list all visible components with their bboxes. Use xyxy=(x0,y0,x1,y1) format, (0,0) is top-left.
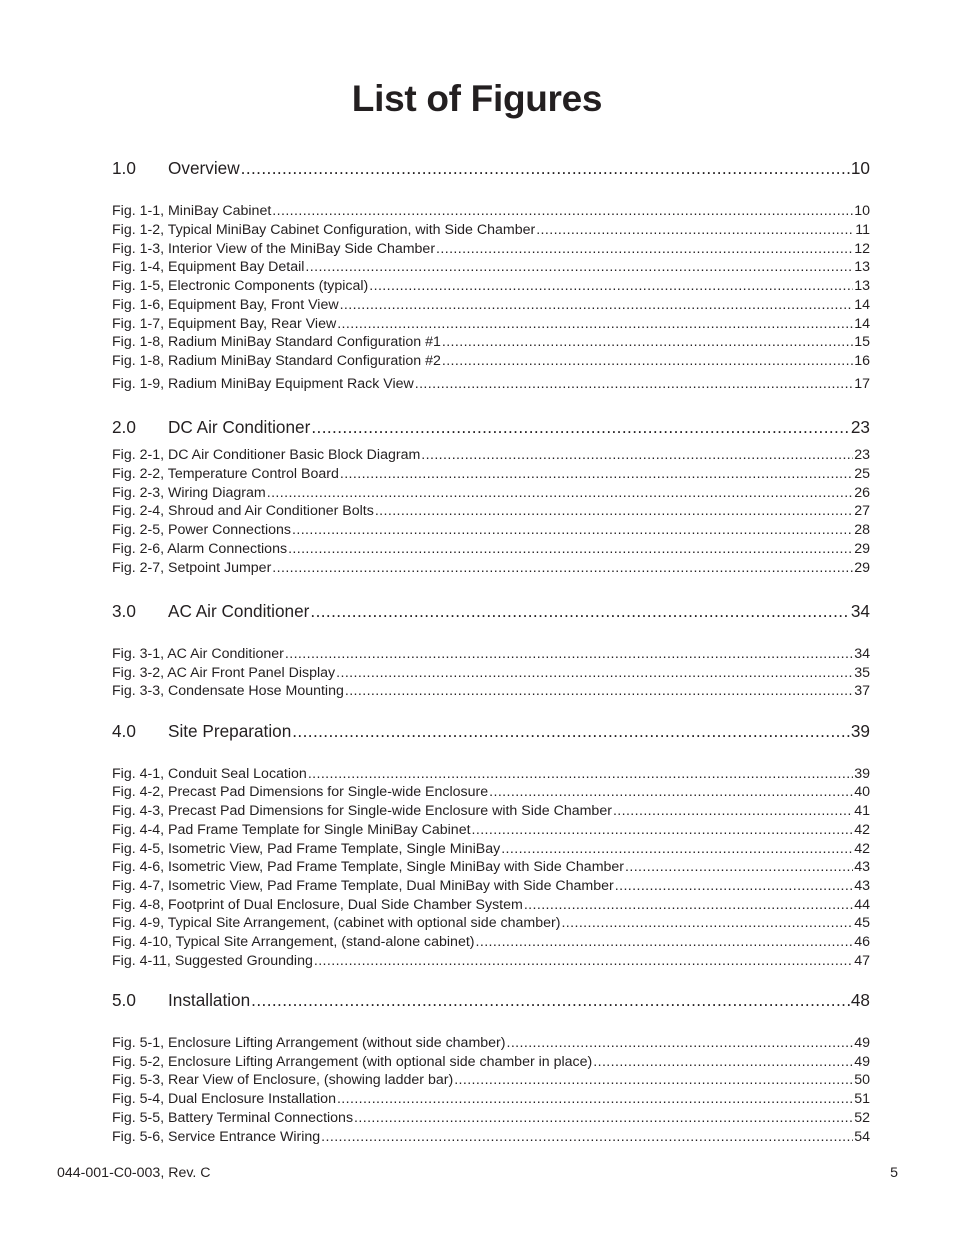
dot-leader xyxy=(472,821,854,839)
figure-entry[interactable] xyxy=(112,1090,870,1108)
figure-page-number: 42 xyxy=(854,841,870,857)
figure-label: Fig. 1-1, MiniBay Cabinet xyxy=(112,203,272,219)
figure-entry[interactable] xyxy=(112,240,870,258)
figure-label: Fig. 1-3, Interior View of the MiniBay Side Chamber xyxy=(112,241,436,257)
dot-leader xyxy=(308,765,853,783)
dot-leader xyxy=(375,502,853,520)
section-number: 1.0 xyxy=(112,158,136,178)
figure-label: Fig. 1-4, Equipment Bay Detail xyxy=(112,259,305,275)
figure-page-number: 16 xyxy=(854,353,870,369)
figure-entry[interactable] xyxy=(112,896,870,914)
dot-leader xyxy=(415,375,853,393)
section-title: DC Air Conditioner xyxy=(168,417,311,437)
section-heading xyxy=(112,989,250,1011)
section-heading xyxy=(112,720,291,742)
figure-page-number: 49 xyxy=(854,1035,870,1051)
dot-leader xyxy=(561,914,853,932)
page-title: List of Figures xyxy=(351,78,603,119)
figure-page-number: 34 xyxy=(854,646,870,662)
figure-page-number: 25 xyxy=(854,466,870,482)
dot-leader xyxy=(272,202,853,220)
figure-page-number: 47 xyxy=(854,953,870,969)
figure-label: Fig. 1-8, Radium MiniBay Standard Configuration #1 xyxy=(112,334,441,350)
figure-label: Fig. 4-4, Pad Frame Template for Single MiniBay Cabinet xyxy=(112,822,471,838)
figure-entry[interactable] xyxy=(112,952,870,970)
section-number: 3.0 xyxy=(112,601,136,621)
section-entry[interactable] xyxy=(112,989,870,1011)
figure-label: Fig. 2-2, Temperature Control Board xyxy=(112,466,339,482)
section-number: 4.0 xyxy=(112,721,136,741)
dot-leader xyxy=(354,1109,853,1127)
figure-entry[interactable] xyxy=(112,333,870,351)
page-number: 5 xyxy=(890,1165,898,1181)
figure-label: Fig. 4-3, Precast Pad Dimensions for Single-wide Enclosure with Side Chamber xyxy=(112,803,612,819)
section-page-number: 34 xyxy=(850,601,870,621)
figure-entry[interactable] xyxy=(112,1071,870,1089)
dot-leader xyxy=(251,989,850,1011)
dot-leader xyxy=(337,315,853,333)
figure-label: Fig. 2-6, Alarm Connections xyxy=(112,541,288,557)
figure-entry[interactable] xyxy=(112,352,870,370)
figure-entry[interactable] xyxy=(112,821,870,839)
section-page-number: 10 xyxy=(850,158,870,178)
figure-label: Fig. 1-8, Radium MiniBay Standard Configuration #2 xyxy=(112,353,441,369)
figure-label: Fig. 2-4, Shroud and Air Conditioner Bolts xyxy=(112,503,374,519)
figure-entry[interactable] xyxy=(112,877,870,895)
section-entry[interactable] xyxy=(112,157,870,179)
figure-label: Fig. 4-6, Isometric View, Pad Frame Template, Single MiniBay with Side Chamber xyxy=(112,859,625,875)
figure-entry[interactable] xyxy=(112,258,870,276)
figure-page-number: 54 xyxy=(854,1129,870,1145)
figure-label: Fig. 4-8, Footprint of Dual Enclosure, Dual Side Chamber System xyxy=(112,897,523,913)
dot-leader xyxy=(421,446,853,464)
figure-page-number: 14 xyxy=(854,297,870,313)
figure-label: Fig. 1-6, Equipment Bay, Front View xyxy=(112,297,339,313)
dot-leader xyxy=(340,465,853,483)
figure-entry[interactable] xyxy=(112,1053,870,1071)
figure-entry[interactable] xyxy=(112,277,870,295)
section-number: 2.0 xyxy=(112,417,136,437)
figure-label: Fig. 4-11, Suggested Grounding xyxy=(112,953,313,969)
dot-leader xyxy=(524,896,853,914)
dot-leader xyxy=(345,682,853,700)
figure-label: Fig. 2-7, Setpoint Jumper xyxy=(112,560,272,576)
figure-label: Fig. 1-9, Radium MiniBay Equipment Rack View xyxy=(112,376,414,392)
figure-label: Fig. 1-5, Electronic Components (typical) xyxy=(112,278,369,294)
figure-entry[interactable] xyxy=(112,484,870,502)
dot-leader xyxy=(311,416,850,438)
figure-label: Fig. 4-7, Isometric View, Pad Frame Template, Dual MiniBay with Side Chamber xyxy=(112,878,614,894)
figure-page-number: 17 xyxy=(854,376,870,392)
section-page-number: 39 xyxy=(850,721,870,741)
figure-entry[interactable] xyxy=(112,645,870,663)
figure-page-number: 10 xyxy=(854,203,870,219)
dot-leader xyxy=(321,1128,853,1146)
section-heading xyxy=(112,600,309,622)
figure-page-number: 40 xyxy=(854,784,870,800)
figure-page-number: 29 xyxy=(854,560,870,576)
figure-page-number: 42 xyxy=(854,822,870,838)
dot-leader xyxy=(272,559,853,577)
dot-leader xyxy=(507,1034,854,1052)
figure-label: Fig. 5-2, Enclosure Lifting Arrangement (with optional side chamber in place) xyxy=(112,1054,593,1070)
dot-leader xyxy=(442,333,853,351)
figure-entry[interactable] xyxy=(112,559,870,577)
dot-leader xyxy=(288,540,853,558)
dot-leader xyxy=(436,240,853,258)
section-heading xyxy=(112,416,310,438)
dot-leader xyxy=(489,783,853,801)
figure-page-number: 49 xyxy=(854,1054,870,1070)
figure-page-number: 13 xyxy=(854,259,870,275)
section-title: Overview xyxy=(168,158,240,178)
dot-leader xyxy=(337,1090,853,1108)
dot-leader xyxy=(340,296,854,314)
section-entry[interactable] xyxy=(112,720,870,742)
figure-label: Fig. 3-3, Condensate Hose Mounting xyxy=(112,683,344,699)
figure-page-number: 46 xyxy=(854,934,870,950)
dot-leader xyxy=(285,645,853,663)
figure-page-number: 27 xyxy=(854,503,870,519)
figure-page-number: 29 xyxy=(854,541,870,557)
dot-leader xyxy=(241,157,850,179)
figure-entry[interactable] xyxy=(112,802,870,820)
figure-page-number: 43 xyxy=(854,859,870,875)
section-title: Installation xyxy=(168,990,251,1010)
figure-label: Fig. 4-5, Isometric View, Pad Frame Template, Single MiniBay xyxy=(112,841,501,857)
dot-leader xyxy=(536,221,854,239)
figure-page-number: 12 xyxy=(854,241,870,257)
dot-leader xyxy=(625,858,853,876)
figure-label: Fig. 3-1, AC Air Conditioner xyxy=(112,646,284,662)
figure-entry[interactable] xyxy=(112,465,870,483)
figure-page-number: 15 xyxy=(854,334,870,350)
section-page-number: 23 xyxy=(850,417,870,437)
figure-label: Fig. 2-1, DC Air Conditioner Basic Block Diagram xyxy=(112,447,421,463)
figure-page-number: 52 xyxy=(854,1110,870,1126)
figure-label: Fig. 5-4, Dual Enclosure Installation xyxy=(112,1091,336,1107)
figure-entry[interactable] xyxy=(112,840,870,858)
figure-page-number: 39 xyxy=(854,766,870,782)
figure-entry[interactable] xyxy=(112,1109,870,1127)
figure-entry[interactable] xyxy=(112,221,870,239)
figure-page-number: 50 xyxy=(854,1072,870,1088)
figure-entry[interactable] xyxy=(112,914,870,932)
figure-page-number: 14 xyxy=(854,316,870,332)
figure-label: Fig. 2-3, Wiring Diagram xyxy=(112,485,266,501)
dot-leader xyxy=(593,1053,853,1071)
figure-page-number: 41 xyxy=(854,803,870,819)
figure-label: Fig. 4-9, Typical Site Arrangement, (cabinet with optional side chamber) xyxy=(112,915,561,931)
figure-page-number: 28 xyxy=(854,522,870,538)
dot-leader xyxy=(336,664,853,682)
figure-entry[interactable] xyxy=(112,521,870,539)
dot-leader xyxy=(501,840,853,858)
figure-page-number: 45 xyxy=(854,915,870,931)
dot-leader xyxy=(442,352,853,370)
figure-label: Fig. 5-5, Battery Terminal Connections xyxy=(112,1110,354,1126)
figure-entry[interactable] xyxy=(112,315,870,333)
figure-label: Fig. 5-6, Service Entrance Wiring xyxy=(112,1129,321,1145)
figure-page-number: 35 xyxy=(854,665,870,681)
figure-page-number: 11 xyxy=(855,222,870,238)
figure-entry[interactable] xyxy=(112,446,870,464)
dot-leader xyxy=(613,802,853,820)
dot-leader xyxy=(292,720,850,742)
figure-label: Fig. 5-3, Rear View of Enclosure, (showing ladder bar) xyxy=(112,1072,454,1088)
figure-entry[interactable] xyxy=(112,375,870,393)
figure-page-number: 44 xyxy=(854,897,870,913)
dot-leader xyxy=(310,600,849,622)
dot-leader xyxy=(314,952,853,970)
dot-leader xyxy=(615,877,853,895)
figure-entry[interactable] xyxy=(112,502,870,520)
figure-entry[interactable] xyxy=(112,858,870,876)
figure-label: Fig. 4-10, Typical Site Arrangement, (stand-alone cabinet) xyxy=(112,934,475,950)
section-heading xyxy=(112,157,240,179)
figure-page-number: 13 xyxy=(854,278,870,294)
document-number: 044-001-C0-003, Rev. C xyxy=(57,1165,211,1181)
dot-leader xyxy=(476,933,854,951)
figure-entry[interactable] xyxy=(112,933,870,951)
section-entry[interactable] xyxy=(112,416,870,438)
dot-leader xyxy=(305,258,853,276)
figure-label: Fig. 1-2, Typical MiniBay Cabinet Configuration, with Side Chamber xyxy=(112,222,536,238)
figure-entry[interactable] xyxy=(112,682,870,700)
figure-entry[interactable] xyxy=(112,1034,870,1052)
dot-leader xyxy=(369,277,853,295)
section-title: AC Air Conditioner xyxy=(168,601,310,621)
figure-label: Fig. 3-2, AC Air Front Panel Display xyxy=(112,665,336,681)
figure-page-number: 43 xyxy=(854,878,870,894)
figure-page-number: 37 xyxy=(854,683,870,699)
section-entry[interactable] xyxy=(112,600,870,622)
figure-label: Fig. 2-5, Power Connections xyxy=(112,522,292,538)
dot-leader xyxy=(454,1071,853,1089)
figure-label: Fig. 5-1, Enclosure Lifting Arrangement (without side chamber) xyxy=(112,1035,506,1051)
figure-page-number: 51 xyxy=(854,1091,870,1107)
section-page-number: 48 xyxy=(850,990,870,1010)
section-number: 5.0 xyxy=(112,990,136,1010)
figure-entry[interactable] xyxy=(112,1128,870,1146)
figure-label: Fig. 1-7, Equipment Bay, Rear View xyxy=(112,316,337,332)
dot-leader xyxy=(292,521,853,539)
figure-page-number: 23 xyxy=(854,447,870,463)
figure-entry[interactable] xyxy=(112,540,870,558)
figure-entry[interactable] xyxy=(112,664,870,682)
figure-entry[interactable] xyxy=(112,765,870,783)
dot-leader xyxy=(267,484,853,502)
figure-entry[interactable] xyxy=(112,783,870,801)
figure-page-number: 26 xyxy=(854,485,870,501)
figure-label: Fig. 4-1, Conduit Seal Location xyxy=(112,766,307,782)
figure-label: Fig. 4-2, Precast Pad Dimensions for Single-wide Enclosure xyxy=(112,784,489,800)
figure-entry[interactable] xyxy=(112,202,870,220)
figure-entry[interactable] xyxy=(112,296,870,314)
section-title: Site Preparation xyxy=(168,721,292,741)
